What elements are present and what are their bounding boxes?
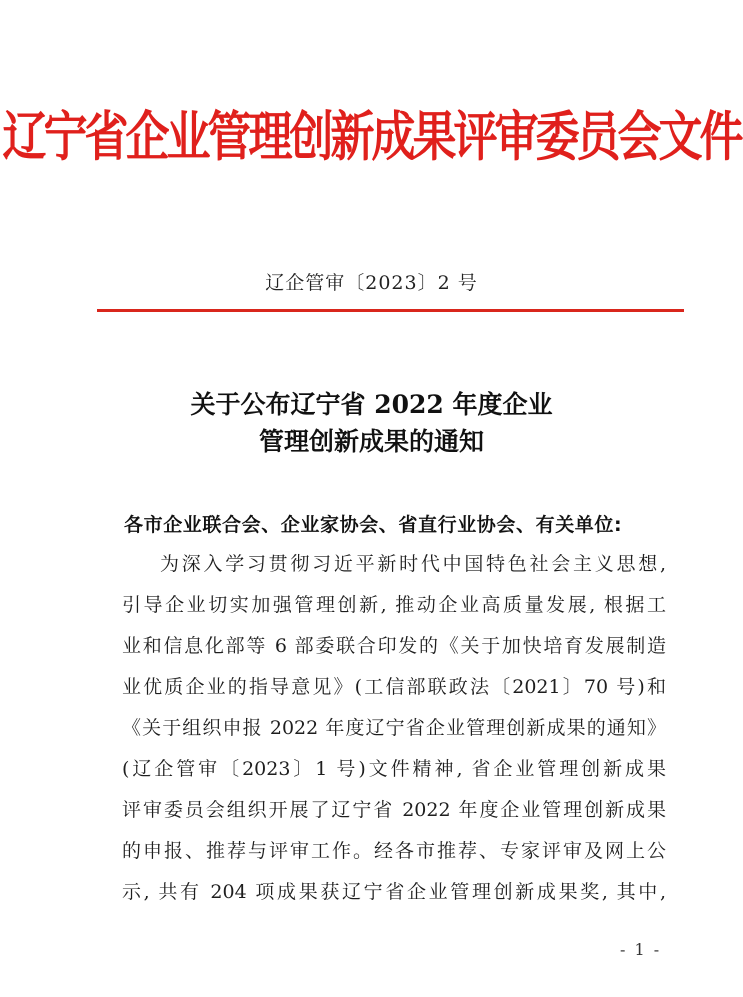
body-line: (辽企管审〔2023〕1 号)文件精神, 省企业管理创新成果 <box>122 758 666 780</box>
body-line: 评审委员会组织开展了辽宁省 2022 年度企业管理创新成果 <box>122 799 666 821</box>
body-line: 《关于组织申报 2022 年度辽宁省企业管理创新成果的通知》 <box>122 717 666 739</box>
notice-title-line-1: 关于公布辽宁省 2022 年度企业 <box>190 390 553 419</box>
body-line: 示, 共有 204 项成果获辽宁省企业管理创新成果奖, 其中, <box>122 881 666 903</box>
body-line: 引导企业切实加强管理创新, 推动企业高质量发展, 根据工 <box>122 594 666 616</box>
notice-title-line-2: 管理创新成果的通知 <box>258 427 484 456</box>
organization-title: 辽宁省企业管理创新成果评审委员会文件 <box>2 106 741 169</box>
body-line: 的申报、推荐与评审工作。经各市推荐、专家评审及网上公 <box>122 840 666 862</box>
red-divider-line <box>97 309 684 312</box>
body-line: 为深入学习贯彻习近平新时代中国特色社会主义思想, <box>160 553 666 575</box>
body-line: 业优质企业的指导意见》(工信部联政法〔2021〕70 号)和 <box>122 676 666 698</box>
page-number: - 1 - <box>620 940 662 959</box>
document-number: 辽企管审〔2023〕2 号 <box>265 272 478 294</box>
body-line: 业和信息化部等 6 部委联合印发的《关于加快培育发展制造 <box>122 635 666 657</box>
salutation: 各市企业联合会、企业家协会、省直行业协会、有关单位: <box>124 514 623 536</box>
